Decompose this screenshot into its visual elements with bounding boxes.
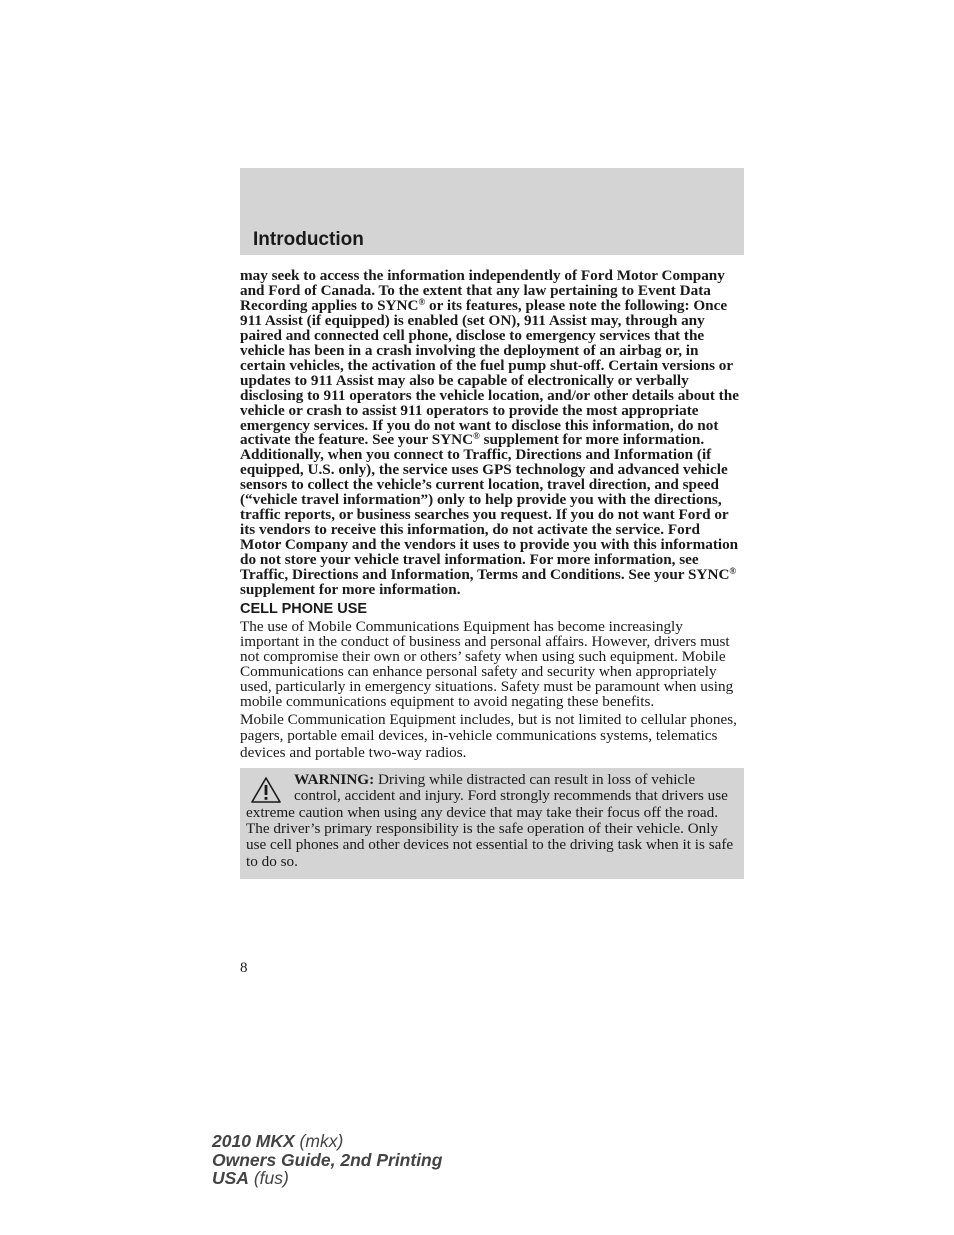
- footer-market: USA: [212, 1168, 249, 1188]
- footer-line-3: [212, 1169, 442, 1188]
- warning-text: Driving while distracted can result in loss of vehicle control, accident and injury. Ford strongly recommends that drivers use extreme caution when using any device that may take their focus off the road. The driver’s primary responsibility is the safe operation of their vehicle. Only use cell phones and other devices not essential to the driving task when it is safe to do so.: [246, 771, 734, 870]
- warning-triangle-icon: [250, 776, 282, 804]
- page-number: 8: [240, 960, 248, 976]
- bold-text-3: supplement for more information. Additionally, when you connect to Traffic, Directions and Information (if equipped, U.S. only), the service uses GPS technology and advanced vehicle sensors to collect the vehicle’s current location, travel direction, and speed (“vehicle travel information”) only to help provide you with the directions, traffic reports, or business searches you request. If you do not want Ford or its vendors to receive this information, do not activate the service. Ford Motor Company and the vendors it uses to provide you with this information do not store your vehicle travel information. For more information, see Traffic, Directions and Information, Terms and Conditions. See your SYNC: [240, 431, 739, 584]
- registered-mark: ®: [473, 431, 480, 442]
- footer-market-code: (fus): [248, 1168, 289, 1188]
- registered-mark: ®: [418, 296, 426, 307]
- footer-model: 2010 MKX: [212, 1131, 295, 1151]
- warning-label: WARNING:: [294, 771, 375, 789]
- cell-phone-paragraph-2: Mobile Communication Equipment includes, but is not limited to cellular phones, pagers, portable email devices, in-vehicle communications systems, telematics devices and portable two-way radios.: [240, 710, 737, 761]
- cell-phone-paragraph-1: The use of Mobile Communications Equipment has become increasingly important in the conduct of business and personal affairs. However, drivers must not compromise their own or others’ safety when using such equipment. Mobile Communications can enhance personal safety and security when appropriately used, particularly in emergency situations. Safety must be paramount when using mobile communications equipment to avoid negating these benefits.: [240, 617, 734, 710]
- bold-text-1: may seek to access the information independently of Ford Motor Company and Ford of Canada. To the extent that any law pertaining to Event Data Recording applies to SYNC: [240, 267, 725, 314]
- footer-line-2: Owners Guide, 2nd Printing: [212, 1149, 443, 1170]
- section-header-bar: [240, 168, 744, 255]
- registered-mark: ®: [729, 566, 737, 577]
- bold-text-4: supplement for more information.: [240, 581, 461, 599]
- bold-text-2: or its features, please note the following: Once 911 Assist (if equipped) is enabled (set ON), 911 Assist may, through any paired and connected cell phone, disclose to emergency services that the vehicle has been in a crash involving the deployment of an airbag or, in certain vehicles, the activation of the fuel pump shut-off. Certain versions or updates to 911 Assist may also be capable of electronically or verbally disclosing to 911 operators the vehicle location, and/or other details about the vehicle or crash to assist 911 operators to provide the most appropriate emergency services. If you do not want to disclose this information, do not activate the feature. See your SYNC: [240, 296, 739, 449]
- section-title: Introduction: [253, 229, 364, 250]
- intro-bold-paragraph: [240, 269, 744, 598]
- document-footer: [212, 1132, 442, 1188]
- footer-line-1: [212, 1132, 442, 1151]
- cell-phone-use-heading: CELL PHONE USE: [240, 600, 368, 617]
- footer-model-code: (mkx): [294, 1131, 344, 1151]
- warning-box: [240, 768, 744, 879]
- page-content: [240, 269, 744, 879]
